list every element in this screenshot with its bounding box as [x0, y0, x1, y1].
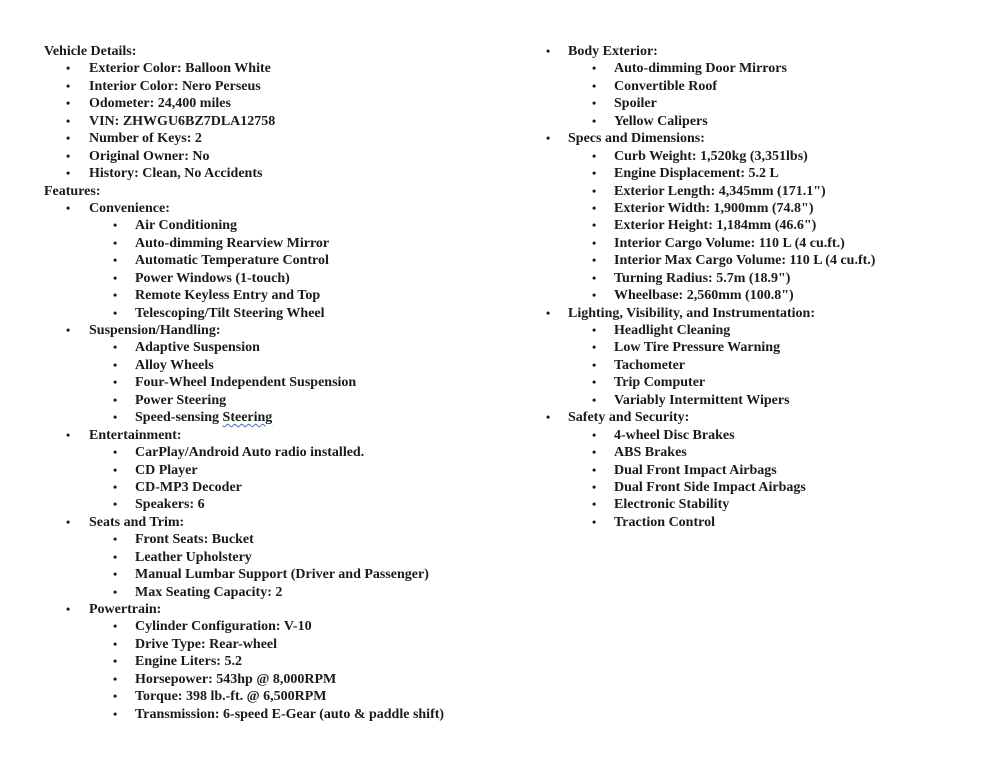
- bullet-icon: •: [592, 514, 597, 529]
- list-item: • Trip Computer: [592, 375, 706, 391]
- bullet-icon: •: [113, 549, 118, 564]
- bullet-icon: •: [592, 183, 597, 198]
- list-item: • Auto-dimming Rearview Mirror: [113, 235, 330, 251]
- group-title: • Body Exterior:: [546, 44, 658, 59]
- bullet-icon: •: [113, 567, 118, 582]
- group-title: • Powertrain:: [66, 602, 162, 617]
- bullet-icon: •: [113, 532, 118, 547]
- list-item: • Electronic Stability: [592, 497, 730, 513]
- right-column: [546, 43, 986, 531]
- list-item: • Exterior Height: 1,184mm (46.6"): [592, 218, 817, 234]
- bullet-icon: •: [592, 445, 597, 460]
- list-item: • Auto-dimming Door Mirrors: [592, 61, 787, 77]
- bullet-icon: •: [592, 323, 597, 337]
- vehicle-details-heading: Vehicle Details:: [44, 44, 137, 59]
- group-title: • Seats and Trim:: [66, 514, 185, 530]
- list-item: • Automatic Temperature Control: [113, 253, 329, 269]
- spellcheck-word: Steering: [222, 410, 273, 426]
- bullet-icon: •: [592, 96, 597, 111]
- bullet-icon: •: [592, 497, 597, 512]
- bullet-icon: •: [113, 445, 118, 460]
- bullet-icon: •: [113, 497, 118, 512]
- bullet-icon: •: [113, 654, 118, 669]
- bullet-icon: •: [113, 305, 118, 320]
- bullet-icon: •: [66, 61, 71, 76]
- bullet-icon: •: [66, 166, 71, 181]
- list-item: • Original Owner: No: [66, 148, 210, 164]
- bullet-icon: •: [592, 235, 597, 250]
- list-item: • Torque: 398 lb.-ft. @ 6,500RPM: [113, 689, 327, 705]
- bullet-icon: •: [592, 166, 597, 181]
- list-item: • Interior Cargo Volume: 110 L (4 cu.ft.): [592, 235, 845, 251]
- bullet-icon: •: [113, 270, 118, 285]
- bullet-icon: •: [113, 619, 118, 634]
- list-item: • Front Seats: Bucket: [113, 532, 254, 548]
- bullet-icon: •: [546, 131, 551, 146]
- bullet-icon: •: [113, 253, 118, 268]
- bullet-icon: •: [592, 61, 597, 76]
- bullet-icon: •: [113, 706, 118, 721]
- list-item: • History: Clean, No Accidents: [66, 166, 263, 182]
- list-item: • ABS Brakes: [592, 445, 687, 461]
- list-item: • Tachometer: [592, 357, 686, 373]
- bullet-icon: •: [592, 148, 597, 163]
- list-item: • Low Tire Pressure Warning: [592, 340, 781, 356]
- left-column: [44, 43, 524, 723]
- bullet-icon: •: [592, 218, 597, 233]
- list-item: • VIN: ZHWGU6BZ7DLA12758: [66, 113, 276, 129]
- bullet-icon: •: [592, 113, 597, 128]
- bullet-icon: •: [592, 200, 597, 215]
- list-item: • Cylinder Configuration: V-10: [113, 619, 312, 635]
- group-title: • Specs and Dimensions:: [546, 131, 705, 147]
- bullet-icon: •: [113, 636, 118, 651]
- list-item: • CD-MP3 Decoder: [113, 479, 242, 495]
- list-item: • Speed-sensing Steering: [113, 410, 273, 426]
- list-item: • Exterior Width: 1,900mm (74.8"): [592, 200, 814, 216]
- bullet-icon: •: [66, 200, 71, 215]
- list-item: • Headlight Cleaning: [592, 323, 731, 338]
- bullet-icon: •: [592, 462, 597, 477]
- list-item: • Engine Liters: 5.2: [113, 654, 242, 670]
- list-item: • Yellow Calipers: [592, 113, 708, 129]
- bullet-icon: •: [113, 462, 118, 477]
- list-item: • Transmission: 6-speed E-Gear (auto & paddle shift): [113, 706, 445, 722]
- bullet-icon: •: [66, 427, 71, 442]
- list-item: • CarPlay/Android Auto radio installed.: [113, 445, 365, 461]
- bullet-icon: •: [113, 479, 118, 494]
- bullet-icon: •: [66, 148, 71, 163]
- bullet-icon: •: [113, 689, 118, 704]
- list-item: • Horsepower: 543hp @ 8,000RPM: [113, 671, 337, 687]
- bullet-icon: •: [66, 602, 71, 616]
- list-item: • Dual Front Impact Airbags: [592, 462, 777, 478]
- bullet-icon: •: [66, 323, 71, 337]
- bullet-icon: •: [592, 427, 597, 442]
- list-item: • Engine Displacement: 5.2 L: [592, 166, 779, 182]
- list-item: • Wheelbase: 2,560mm (100.8"): [592, 288, 794, 304]
- list-item: • Manual Lumbar Support (Driver and Passenger): [113, 567, 429, 583]
- group-title: • Entertainment:: [66, 427, 182, 443]
- bullet-icon: •: [546, 305, 551, 320]
- bullet-icon: •: [113, 375, 118, 390]
- list-item: • Interior Color: Nero Perseus: [66, 78, 261, 94]
- group-title: • Suspension/Handling:: [66, 323, 221, 338]
- bullet-icon: •: [113, 410, 118, 425]
- bullet-icon: •: [592, 78, 597, 93]
- bullet-icon: •: [592, 253, 597, 268]
- list-item: • Max Seating Capacity: 2: [113, 584, 283, 600]
- bullet-icon: •: [113, 340, 118, 355]
- bullet-icon: •: [592, 340, 597, 355]
- bullet-icon: •: [592, 375, 597, 390]
- list-item: • Turning Radius: 5.7m (18.9"): [592, 270, 791, 286]
- bullet-icon: •: [592, 479, 597, 494]
- bullet-icon: •: [592, 357, 597, 372]
- list-item: • Leather Upholstery: [113, 549, 252, 565]
- list-item: • Exterior Length: 4,345mm (171.1"): [592, 183, 826, 199]
- group-title: • Lighting, Visibility, and Instrumentation:: [546, 305, 816, 321]
- list-item: • 4-wheel Disc Brakes: [592, 427, 735, 443]
- bullet-icon: •: [113, 218, 118, 233]
- bullet-icon: •: [592, 288, 597, 303]
- list-item: • Variably Intermittent Wipers: [592, 392, 790, 408]
- list-item: • Number of Keys: 2: [66, 131, 202, 147]
- bullet-icon: •: [113, 584, 118, 599]
- list-item: • Power Windows (1-touch): [113, 270, 290, 286]
- features-heading: Features:: [44, 183, 101, 199]
- bullet-icon: •: [113, 357, 118, 372]
- bullet-icon: •: [66, 113, 71, 128]
- list-item: • Remote Keyless Entry and Top: [113, 288, 321, 304]
- bullet-icon: •: [546, 44, 551, 58]
- bullet-icon: •: [66, 514, 71, 529]
- bullet-icon: •: [592, 392, 597, 407]
- bullet-icon: •: [113, 288, 118, 303]
- bullet-icon: •: [113, 671, 118, 686]
- list-item: • Curb Weight: 1,520kg (3,351lbs): [592, 148, 808, 164]
- list-item: • Spoiler: [592, 96, 657, 112]
- bullet-icon: •: [66, 131, 71, 146]
- bullet-icon: •: [546, 410, 551, 425]
- group-title: • Convenience:: [66, 200, 170, 216]
- list-item: • Odometer: 24,400 miles: [66, 96, 231, 112]
- list-item: • Drive Type: Rear-wheel: [113, 636, 278, 652]
- list-item: • Traction Control: [592, 514, 715, 530]
- list-item: • CD Player: [113, 462, 198, 478]
- list-item: • Power Steering: [113, 392, 227, 408]
- bullet-icon: •: [592, 270, 597, 285]
- list-item: • Speakers: 6: [113, 497, 205, 513]
- list-item: • Exterior Color: Balloon White: [66, 61, 271, 77]
- list-item: • Convertible Roof: [592, 78, 718, 94]
- list-item: • Four-Wheel Independent Suspension: [113, 375, 357, 391]
- bullet-icon: •: [66, 96, 71, 111]
- list-item: • Dual Front Side Impact Airbags: [592, 479, 806, 495]
- list-item: • Adaptive Suspension: [113, 340, 260, 356]
- bullet-icon: •: [113, 392, 118, 407]
- bullet-icon: •: [66, 78, 71, 93]
- group-title: • Safety and Security:: [546, 410, 690, 426]
- list-item: • Alloy Wheels: [113, 357, 214, 373]
- list-item: • Interior Max Cargo Volume: 110 L (4 cu.ft.): [592, 253, 876, 269]
- list-item: • Air Conditioning: [113, 218, 238, 234]
- list-item: • Telescoping/Tilt Steering Wheel: [113, 305, 325, 321]
- bullet-icon: •: [113, 235, 118, 250]
